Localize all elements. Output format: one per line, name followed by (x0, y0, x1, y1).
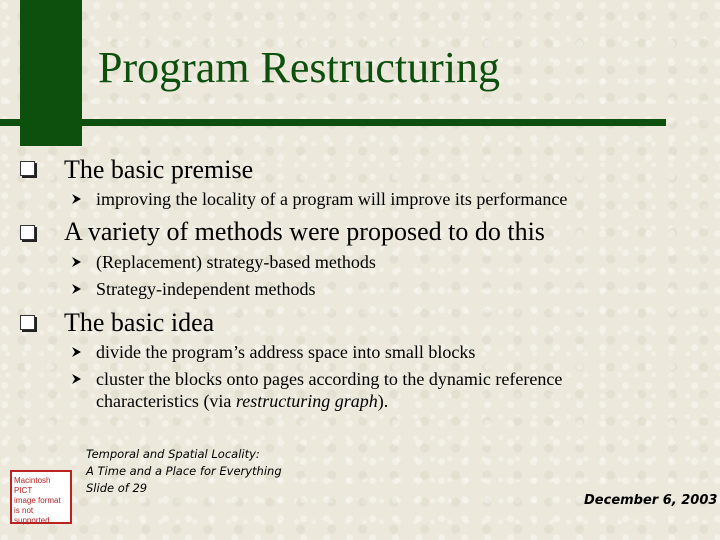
arrow-bullet-icon (72, 284, 81, 294)
footer-slide-number: Slide of 29 (86, 481, 148, 495)
footer-title-line2: A Time and a Place for Everything (86, 464, 282, 478)
placeholder-line-3: is not supported (14, 506, 50, 525)
bullet-variety-of-methods: A variety of methods were proposed to do this (64, 217, 545, 246)
arrow-bullet-icon (72, 257, 81, 267)
cluster-line2-suffix: ). (377, 391, 389, 411)
restructuring-graph-term: restructuring graph (235, 391, 378, 411)
sub-bullet-locality: improving the locality of a program will improve its performance (96, 189, 568, 209)
slide-footer (86, 446, 282, 497)
sub-bullet-cluster-blocks-line1: cluster the blocks onto pages according to the dynamic reference (96, 369, 563, 389)
slide-title: Program Restructuring (98, 43, 501, 92)
sub-bullet-cluster-blocks-line2 (96, 391, 388, 412)
arrow-bullet-icon (72, 347, 81, 357)
footer-date: December 6, 2003 (584, 493, 718, 508)
arrow-bullet-icon (72, 374, 81, 384)
bullet-basic-premise: The basic premise (64, 155, 254, 184)
sub-bullet-divide-address-space: divide the program’s address space into small blocks (96, 342, 476, 362)
bullet-basic-idea: The basic idea (64, 308, 215, 337)
decorative-green-bar-horizontal (0, 119, 666, 126)
sub-bullet-cluster-blocks (96, 369, 562, 390)
unsupported-image-placeholder (10, 470, 72, 524)
placeholder-line-2: image format (14, 496, 61, 505)
checkbox-bullet-icon (20, 225, 35, 240)
checkbox-bullet-icon (20, 161, 35, 176)
sub-bullet-strategy-based: (Replacement) strategy-based methods (96, 252, 376, 272)
placeholder-line-1: Macintosh PICT (14, 476, 51, 495)
sub-bullet-strategy-independent: Strategy-independent methods (96, 279, 316, 299)
footer-title-line1: Temporal and Spatial Locality: (86, 447, 260, 461)
cluster-line2-prefix: characteristics (via (96, 391, 236, 411)
arrow-bullet-icon (72, 194, 81, 204)
checkbox-bullet-icon (20, 315, 35, 330)
